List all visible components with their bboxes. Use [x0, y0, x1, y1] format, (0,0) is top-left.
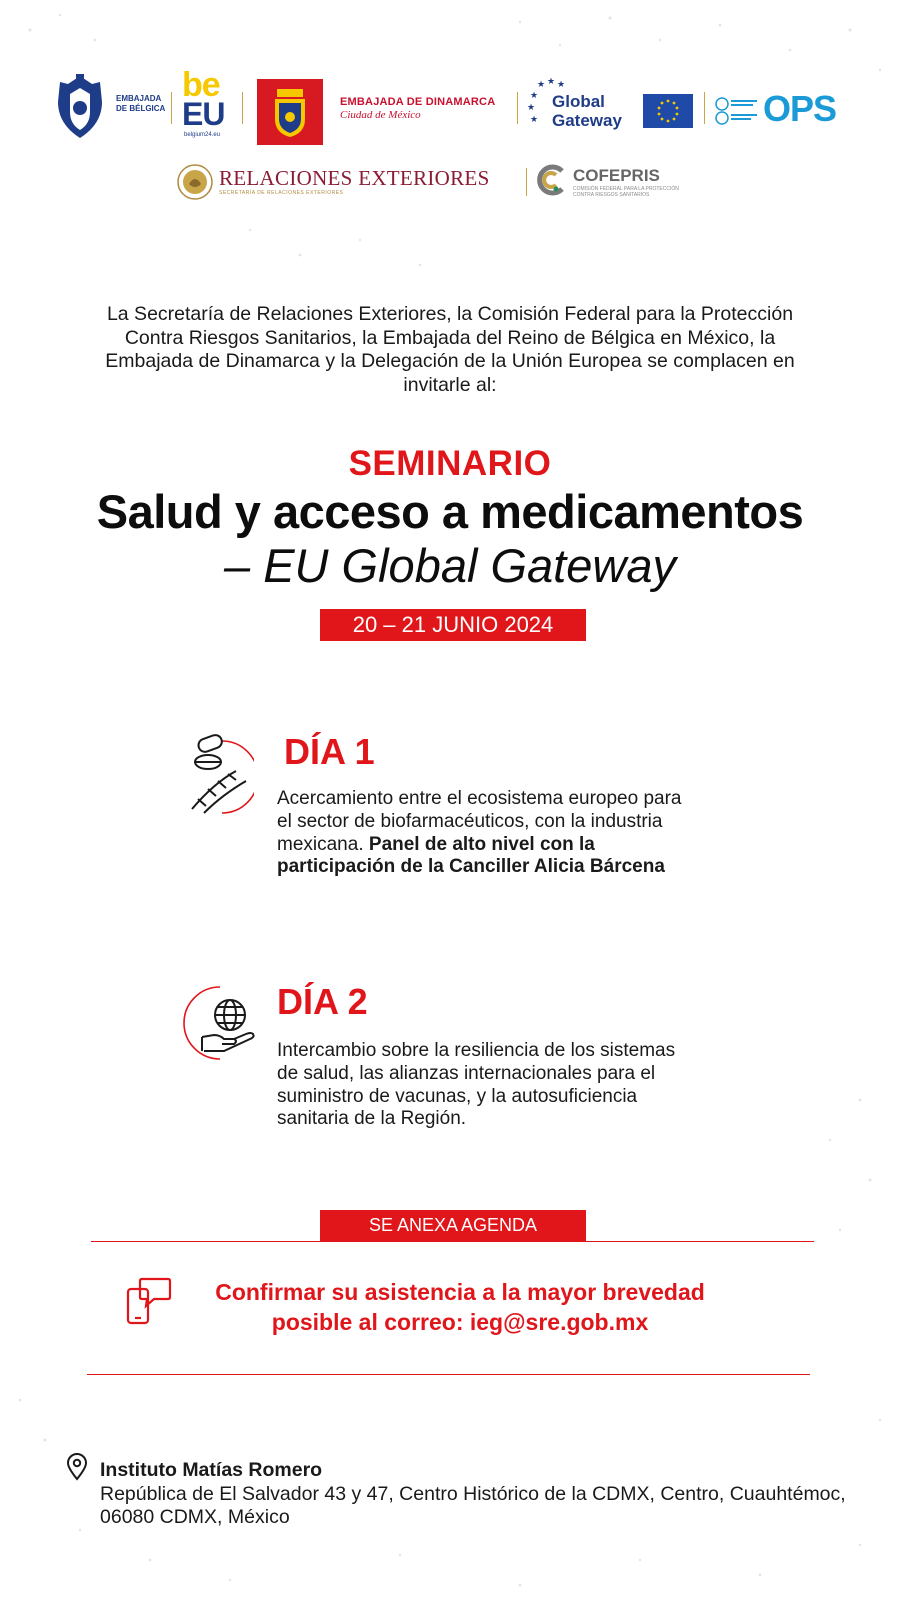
event-title: Salud y acceso a medicamentos: [96, 485, 804, 538]
venue-address: República de El Salvador 43 y 47, Centro Histórico de la CDMX, Centro, Cuauhtémoc, 06080 CDMX, México: [100, 1482, 846, 1528]
denmark-coat-of-arms-icon: [257, 79, 323, 145]
global-gateway-line2: Gateway: [552, 111, 622, 130]
venue-name: Instituto Matías Romero: [100, 1459, 323, 1481]
day-1-title: DÍA 1: [284, 731, 375, 772]
svg-text:★: ★: [527, 103, 536, 113]
ops-text: OPS: [763, 88, 837, 129]
global-gateway-line1: Global: [552, 92, 605, 111]
event-label: SEMINARIO: [348, 444, 552, 483]
svg-text:★: ★: [530, 91, 539, 101]
sre-subtitle: SECRETARÍA DE RELACIONES EXTERIORES: [219, 190, 344, 196]
beeu-be: be: [182, 66, 220, 104]
belgica-crest-icon: [52, 72, 108, 144]
phone-chat-icon: [126, 1277, 172, 1325]
cofepris-name: COFEPRIS: [573, 166, 660, 185]
belgica-line2: DE BÉLGICA: [116, 104, 166, 113]
pills-dna-icon: [184, 733, 254, 819]
agenda-badge: SE ANEXA AGENDA: [320, 1210, 586, 1241]
day-1-desc-bold: Panel de alto nivel con la participación de la Canciller Alicia Bárcena: [277, 833, 665, 878]
global-gateway-text: [552, 92, 622, 130]
beeu-eu: EU: [182, 96, 225, 132]
logo-divider: [242, 92, 243, 124]
globe-hand-icon: [180, 985, 260, 1061]
divider-top: [91, 1241, 814, 1242]
svg-text:★: ★: [530, 115, 539, 125]
rsvp-line1: Confirmar su asistencia a la mayor brevedad: [215, 1279, 705, 1305]
divider-bottom: [87, 1374, 810, 1375]
belgica-line1: EMBAJADA: [116, 94, 162, 103]
venue-info: [100, 1459, 860, 1530]
sre-name: RELACIONES EXTERIORES: [219, 166, 490, 190]
svg-text:★: ★: [557, 80, 566, 90]
logo-divider: [704, 92, 705, 124]
day-2-title: DÍA 2: [277, 981, 368, 1022]
denmark-line1: EMBAJADA DE DINAMARCA: [340, 96, 496, 108]
event-subtitle: – EU Global Gateway: [224, 539, 676, 592]
logo-divider: [526, 168, 527, 196]
logo-divider: [171, 92, 172, 124]
beeu-logo: [182, 66, 232, 140]
denmark-line2: Ciudad de México: [340, 109, 421, 121]
event-date-badge: 20 – 21 JUNIO 2024: [320, 609, 586, 641]
belgica-embassy-text: [116, 94, 165, 114]
invitation-intro: La Secretaría de Relaciones Exteriores, la Comisión Federal para la Protección Contra Riesgos Sanitarios, la Embajada del Reino de Bélgica en México, la Embajada de Dinamarca y la Delegación de la Unión Europea se complacen en invitarle al:: [105, 303, 795, 396]
mexico-seal-icon: [177, 164, 213, 200]
ops-who-emblem-icon: [714, 96, 762, 126]
day-2-description: Intercambio sobre la resiliencia de los sistemas de salud, las alianzas internacionales para el suministro de vacunas, y la autosuficiencia sanitaria de la Región.: [277, 1040, 676, 1130]
svg-text:★: ★: [547, 78, 556, 87]
svg-text:★: ★: [537, 80, 546, 90]
day-1-desc-text: Acercamiento entre el ecosistema europeo para el sector de biofarmacéuticos, con la industria mexicana.: [277, 788, 682, 855]
day-1-description: [277, 788, 697, 879]
denmark-embassy-text: [340, 96, 495, 121]
beeu-site: belgium24.eu: [184, 132, 221, 138]
rsvp-message: [175, 1277, 745, 1337]
cofepris-emblem-icon: [536, 163, 570, 197]
cofepris-subtitle: COMISIÓN FEDERAL PARA LA PROTECCIÓN CONTRA RIESGOS SANITARIOS: [573, 186, 679, 198]
location-pin-icon: [66, 1453, 88, 1481]
rsvp-line2: posible al correo: ieg@sre.gob.mx: [271, 1309, 649, 1335]
eu-flag-icon: [643, 94, 693, 128]
logo-divider: [517, 92, 518, 124]
